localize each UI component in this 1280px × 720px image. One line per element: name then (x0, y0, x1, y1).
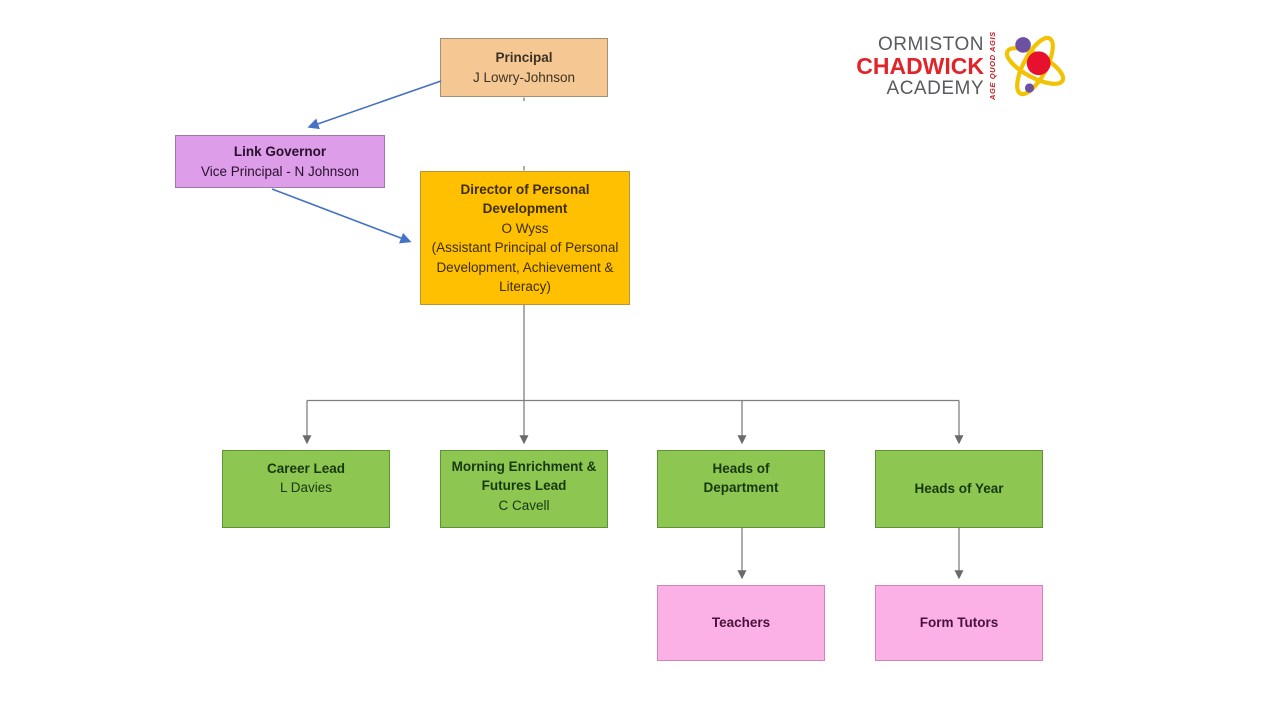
arrow-link-governor-to-director (272, 189, 410, 242)
node-person: Vice Principal - N Johnson (200, 163, 360, 179)
electron-dot-large (1015, 37, 1031, 53)
node-career-lead (222, 450, 390, 528)
ormiston-chadwick-academy-logo (856, 22, 1072, 110)
logo-motto: AGE QUOD AGIS (988, 31, 997, 101)
node-teachers (657, 585, 825, 661)
node-person: L Davies (279, 480, 333, 495)
node-title: Director of Personal Development (460, 181, 590, 216)
logo-wordmark (856, 34, 984, 99)
atom-icon (998, 22, 1072, 110)
node-title: Principal (495, 50, 553, 65)
node-title: Teachers (711, 615, 771, 631)
node-title: Heads of Year (914, 481, 1004, 497)
node-title: Heads of Department (703, 460, 779, 495)
logo-line-ormiston: ORMISTON (877, 33, 984, 55)
node-person: C Cavell (498, 497, 550, 513)
node-title: Career Lead (266, 460, 346, 476)
node-heads-of-department (657, 450, 825, 528)
node-director-of-personal-development (420, 171, 630, 305)
logo-line-chadwick: CHADWICK (856, 52, 984, 79)
node-title: Link Governor (233, 144, 327, 159)
node-detail: (Assistant Principal of Personal Development, Achievement & Literacy) (431, 240, 619, 294)
node-form-tutors (875, 585, 1043, 661)
node-heads-of-year (875, 450, 1043, 528)
logo-line-academy: ACADEMY (886, 77, 984, 99)
node-principal (440, 38, 608, 97)
node-person: J Lowry-Johnson (472, 69, 576, 85)
node-person: O Wyss (501, 220, 549, 236)
node-morning-enrichment-futures-lead (440, 450, 608, 528)
node-link-governor (175, 135, 385, 188)
node-title: Form Tutors (919, 615, 999, 631)
electron-dot-small (1025, 83, 1034, 92)
node-title: Morning Enrichment & Futures Lead (451, 458, 597, 494)
arrow-principal-to-link-governor (309, 81, 441, 127)
nucleus-dot (1027, 51, 1051, 75)
